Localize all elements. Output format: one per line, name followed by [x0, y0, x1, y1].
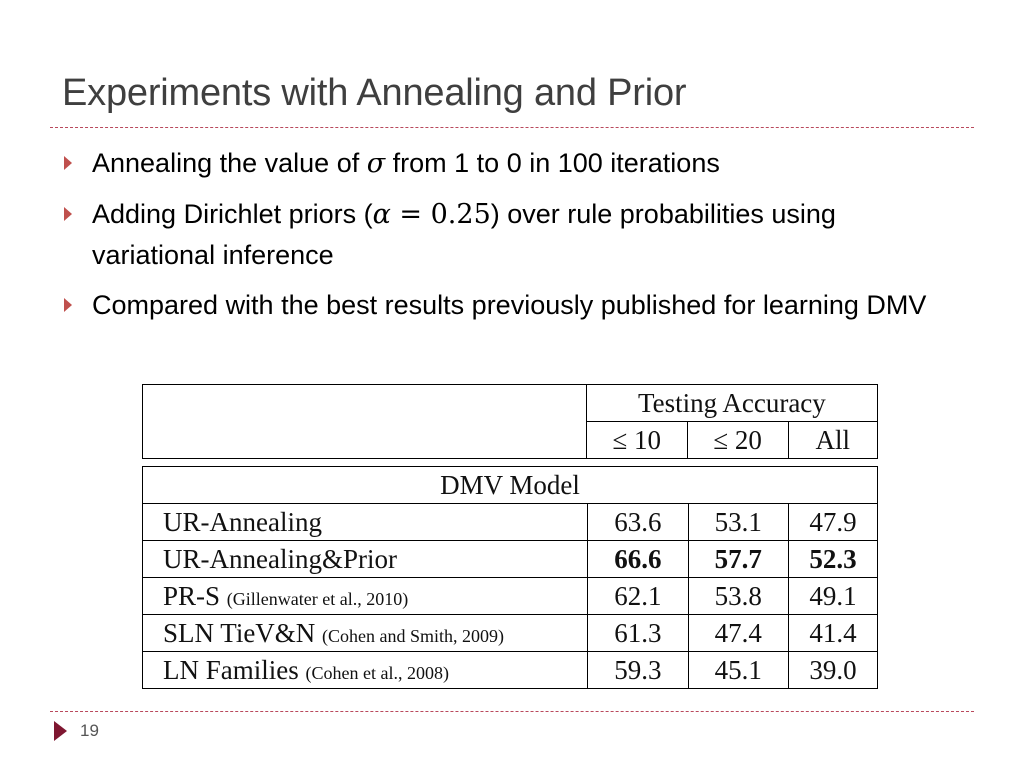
- model-name: UR-Annealing: [163, 506, 322, 537]
- value-cell: 47.4: [688, 615, 788, 652]
- value-cell: 47.9: [788, 504, 877, 541]
- alpha-value: = 0.25: [390, 199, 491, 230]
- bullet-arrow-icon: [64, 156, 72, 170]
- page-number: 19: [80, 721, 99, 740]
- value-cell: 49.1: [788, 578, 877, 615]
- citation: (Cohen and Smith, 2009): [322, 625, 505, 646]
- value-cell: 63.6: [588, 504, 688, 541]
- sigma-symbol: σ: [366, 148, 386, 179]
- value-cell: 66.6: [588, 541, 688, 578]
- model-name-cell: [143, 615, 588, 652]
- footer-divider: [50, 711, 974, 712]
- value-cell: 57.7: [688, 541, 788, 578]
- accuracy-header-table: [142, 384, 878, 459]
- value-cell: 53.8: [688, 578, 788, 615]
- model-name: SLN TieV&N: [163, 617, 316, 648]
- footer-arrow-icon: [54, 721, 67, 741]
- testing-accuracy-header: Testing Accuracy: [586, 385, 877, 422]
- model-name: UR-Annealing&Prior: [163, 543, 397, 574]
- citation: (Cohen et al., 2008): [305, 662, 449, 683]
- value-cell: 41.4: [788, 615, 877, 652]
- bullet-text: from 1 to 0 in 100 iterations: [385, 148, 720, 178]
- bullet-text: Annealing the value of: [92, 148, 367, 178]
- table-row: [143, 652, 878, 689]
- bullet-text: Adding Dirichlet priors (: [92, 199, 373, 229]
- value-cell: 61.3: [588, 615, 688, 652]
- bullet-text: Compared with the best results previously published for learning DMV: [92, 290, 927, 320]
- citation: (Gillenwater et al., 2010): [226, 588, 409, 609]
- column-header: ≤ 10: [586, 422, 687, 459]
- value-cell: 62.1: [588, 578, 688, 615]
- bullet-arrow-icon: [64, 207, 72, 221]
- bullet-annealing: [62, 143, 962, 184]
- model-name: LN Families: [163, 654, 299, 685]
- title-divider: [50, 127, 974, 128]
- column-header: All: [788, 422, 877, 459]
- alpha-symbol: α: [372, 199, 391, 230]
- table-row: [143, 504, 878, 541]
- model-name-cell: [143, 652, 588, 689]
- results-table: [142, 466, 878, 689]
- bullet-comparison: [62, 285, 962, 325]
- model-name: PR-S: [163, 580, 221, 611]
- value-cell: 52.3: [788, 541, 877, 578]
- section-label: DMV Model: [143, 467, 878, 504]
- bullet-dirichlet: [62, 194, 962, 275]
- bullet-arrow-icon: [64, 298, 72, 312]
- value-cell: 39.0: [788, 652, 877, 689]
- table-row: [143, 541, 878, 578]
- slide-title: Experiments with Annealing and Prior: [62, 72, 687, 114]
- table-row: [143, 615, 878, 652]
- bullet-list: [62, 143, 962, 335]
- value-cell: 45.1: [688, 652, 788, 689]
- value-cell: 59.3: [588, 652, 688, 689]
- table-row: [143, 578, 878, 615]
- value-cell: 53.1: [688, 504, 788, 541]
- column-header: ≤ 20: [687, 422, 788, 459]
- model-name-cell: [143, 504, 588, 541]
- model-name-cell: [143, 578, 588, 615]
- empty-header-cell: [143, 385, 587, 459]
- bullet-text: ) over rule probabilities using variational inference: [92, 199, 836, 270]
- model-name-cell: [143, 541, 588, 578]
